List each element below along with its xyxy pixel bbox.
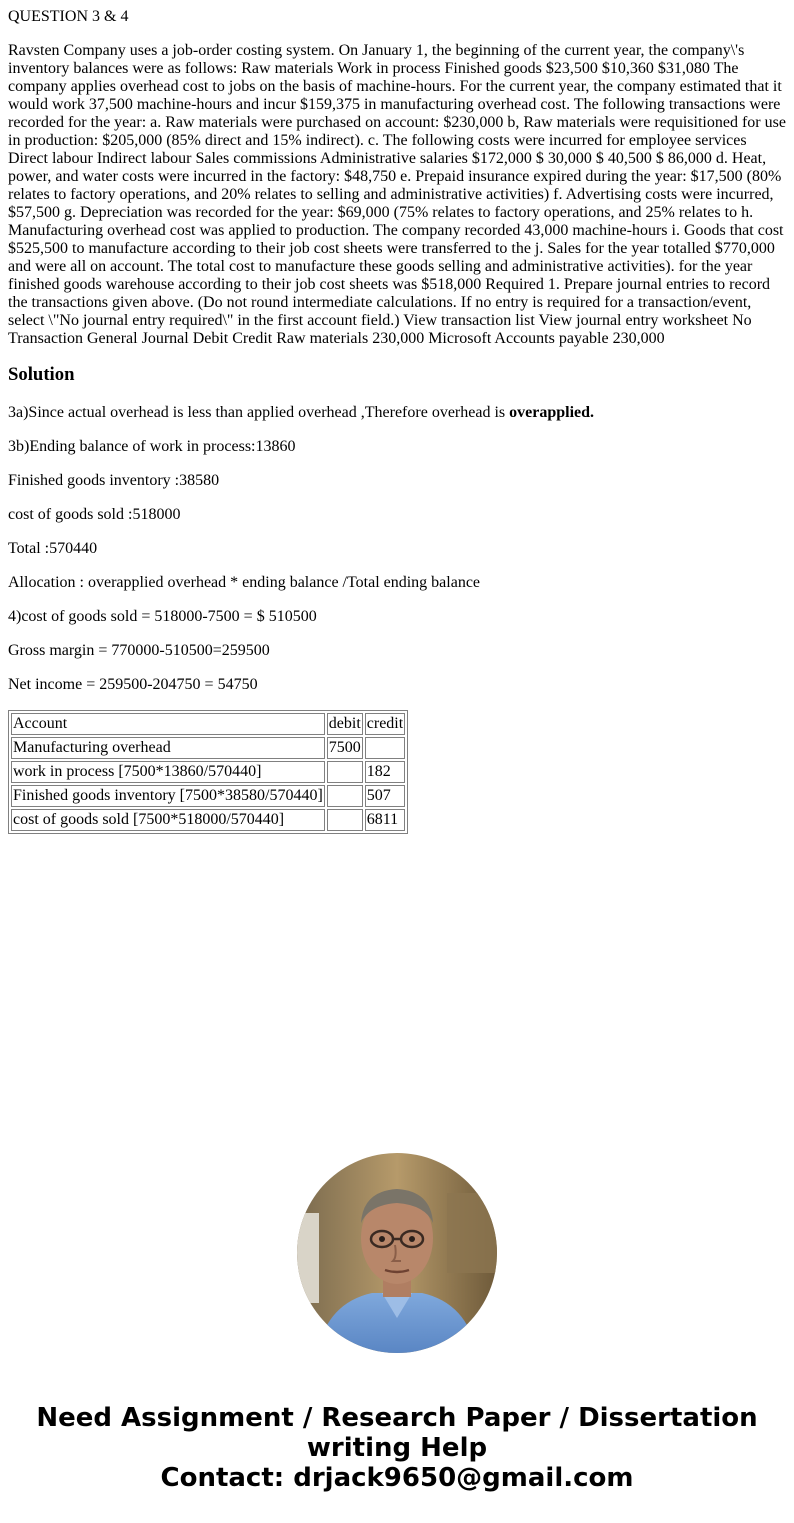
solution-line-3a-bold: overapplied.: [509, 404, 595, 421]
table-row: [11, 761, 405, 783]
table-row: [11, 785, 405, 807]
contact-banner-line: writing Help: [306, 1433, 488, 1463]
solution-line-3a-text: 3a)Since actual overhead is less than applied overhead ,Therefore overhead is: [8, 404, 510, 421]
solution-line: Finished goods inventory :38580: [8, 472, 220, 489]
solution-line: cost of goods sold :518000: [8, 506, 181, 523]
table-row: [11, 737, 405, 759]
table-cell: Manufacturing overhead: [11, 737, 325, 759]
question-title: QUESTION 3 & 4: [8, 8, 129, 25]
table-cell: [327, 809, 363, 831]
table-header-cell: debit: [327, 713, 363, 735]
journal-entry-table: [8, 710, 408, 834]
table-cell: 6811: [365, 809, 405, 831]
solution-line-3a: [8, 404, 788, 422]
contact-banner-line: Need Assignment / Research Paper / Dissertation: [36, 1403, 758, 1433]
contact-email: Contact: drjack9650@gmail.com: [160, 1463, 634, 1493]
document-content: [8, 8, 788, 834]
table-cell: [327, 785, 363, 807]
table-header-cell: Account: [11, 713, 325, 735]
solution-line: Allocation : overapplied overhead * ending balance /Total ending balance: [8, 574, 481, 591]
table-cell: Finished goods inventory [7500*38580/570440]: [11, 785, 325, 807]
table-cell: cost of goods sold [7500*518000/570440]: [11, 809, 325, 831]
author-portrait-image: [297, 1153, 497, 1353]
table-cell: work in process [7500*13860/570440]: [11, 761, 325, 783]
table-cell: 507: [365, 785, 405, 807]
contact-banner: [0, 1403, 794, 1493]
solution-line: 4)cost of goods sold = 518000-7500 = $ 510500: [8, 608, 317, 625]
question-body: Ravsten Company uses a job-order costing system. On January 1, the beginning of the current year, the company\'s inventory balances were as follows: Raw materials Work in process Finished goods $23,500 $10,360 $31,080 The company applies overhead cost to jobs on the basis of machine-hours. For the current year, the company estimated that it would work 37,500 machine-hours and incur $159,375 in manufacturing overhead cost. The following transactions were recorded for the year: a. Raw materials were purchased on account: $230,000 b, Raw materials were requisitioned for use in production: $205,000 (85% direct and 15% indirect). c. The following costs were incurred for employee services Direct labour Indirect labour Sales commissions Administrative salaries $172,000 $ 30,000 $ 40,500 $ 86,000 d. Heat, power, and water costs were incurred in the factory: $48,750 e. Prepaid insurance expired during the year: $17,500 (80% relates to factory operations, and 20% relates to selling and administrative activities) f. Advertising costs were incurred, $57,500 g. Depreciation was recorded for the year: $69,000 (75% relates to factory operations, and 25% relates to h. Manufacturing overhead cost was applied to production. The company recorded 43,000 machine-hours i. Goods that cost $525,500 to manufacture according to their job cost sheets were transferred to the j. Sales for the year totalled $770,000 and were all on account. The total cost to manufacture these goods selling and administrative activities). for the year finished goods warehouse according to their job cost sheets was $518,000 Required 1. Prepare journal entries to record the transactions given above. (Do not round intermediate calculations. If no entry is required for a transaction/event, select \"No journal entry required\" in the first account field.) View transaction list View journal entry worksheet No Transaction General Journal Debit Credit Raw materials 230,000 Microsoft Accounts payable 230,000: [8, 42, 786, 347]
solution-line: 3b)Ending balance of work in process:13860: [8, 438, 296, 455]
table-cell: 7500: [327, 737, 363, 759]
solution-heading: Solution: [8, 364, 75, 385]
table-header-cell: credit: [365, 713, 405, 735]
author-avatar: [297, 1153, 497, 1353]
table-row: [11, 809, 405, 831]
table-header-row: [11, 713, 405, 735]
table-cell: [327, 761, 363, 783]
solution-line: Total :570440: [8, 540, 98, 557]
solution-line: Net income = 259500-204750 = 54750: [8, 676, 258, 693]
table-cell: 182: [365, 761, 405, 783]
solution-line: Gross margin = 770000-510500=259500: [8, 642, 270, 659]
table-cell: [365, 737, 405, 759]
